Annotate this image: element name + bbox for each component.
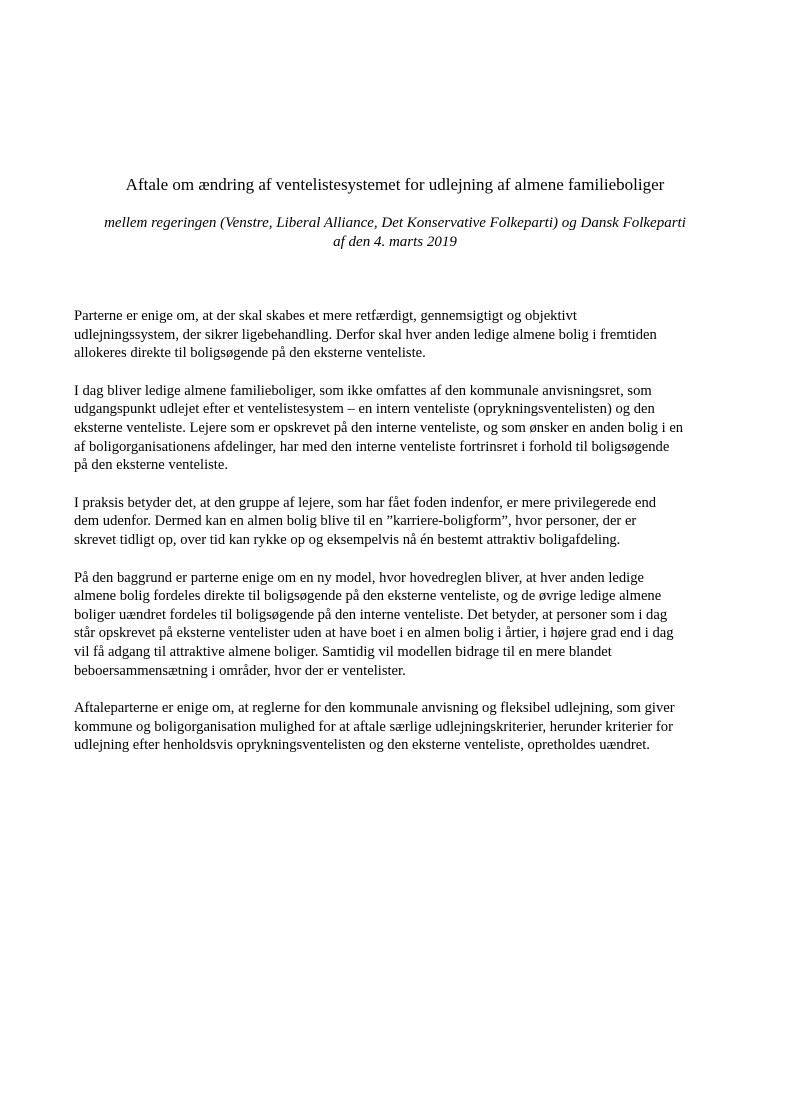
paragraph-line: står opskrevet på eksterne ventelister uden at have boet i en almen bolig i årtier, i højere grad end i dag — [74, 625, 674, 642]
paragraph-line: på den eksterne venteliste. — [74, 457, 228, 474]
paragraph-line: boliger uændret fordeles til boligsøgende på den interne venteliste. Det betyder, at personer som i dag — [74, 606, 668, 623]
paragraph-line: skrevet tidligt op, over tid kan rykke op og eksempelvis nå én bestemt attraktiv boligafdeling. — [74, 531, 621, 548]
paragraph-line: udlejningssystem, der sikrer ligebehandling. Derfor skal hver anden ledige almene bolig i fremtiden — [74, 326, 657, 343]
paragraph-line: beboersammensætning i områder, hvor der er ventelister. — [74, 662, 406, 679]
document-title: Aftale om ændring af ventelistesystemet for udlejning af almene familieboliger — [125, 175, 665, 194]
paragraph-4 — [74, 569, 734, 681]
paragraph-3 — [74, 494, 734, 550]
paragraph-line: På den baggrund er parterne enige om en ny model, hvor hovedreglen bliver, at hver anden ledige — [74, 569, 644, 586]
paragraph-5 — [74, 699, 734, 755]
paragraph-1 — [74, 307, 734, 363]
paragraph-line: Aftaleparterne er enige om, at reglerne for den kommunale anvisning og fleksibel udlejning, som giver — [74, 700, 675, 717]
subtitle-date: af den 4. marts 2019 — [333, 234, 457, 250]
subtitle-parties: mellem regeringen (Venstre, Liberal Alliance, Det Konservative Folkeparti) og Dansk Folkeparti — [104, 215, 686, 231]
paragraph-line: udgangspunkt udlejet efter et ventelistesystem – en intern venteliste (oprykningsventelisten) og den — [74, 401, 655, 418]
paragraph-line: udlejning efter henholdsvis oprykningsventelisten og den eksterne venteliste, opretholdes uændret. — [74, 737, 650, 754]
paragraph-line: Parterne er enige om, at der skal skabes et mere retfærdigt, gennemsigtigt og objektivt — [74, 308, 577, 324]
paragraph-line: eksterne venteliste. Lejere som er opskrevet på den interne venteliste, og som ønsker en anden bolig i en — [74, 419, 684, 436]
paragraph-line: af boligorganisationens afdelinger, har med den interne venteliste fortrinsret i forhold til boligsøgende — [74, 438, 670, 455]
paragraph-2 — [74, 382, 734, 475]
paragraph-line: vil få adgang til attraktive almene boliger. Samtidig vil modellen bidrage til en mere blandet — [74, 643, 612, 660]
paragraph-line: kommune og boligorganisation mulighed for at aftale særlige udlejningskriterier, herunder kriterier for — [74, 718, 673, 735]
document-body — [74, 307, 734, 774]
document-subtitle — [0, 214, 790, 252]
paragraph-line: almene bolig fordeles direkte til boligsøgende på den eksterne venteliste, og de øvrige ledige almene — [74, 588, 662, 605]
paragraph-line: allokeres direkte til boligsøgende på den eksterne venteliste. — [74, 345, 426, 362]
paragraph-line: I praksis betyder det, at den gruppe af lejere, som har fået foden indenfor, er mere privilegerede end — [74, 494, 657, 511]
paragraph-line: dem udenfor. Dermed kan en almen bolig blive til en ”karriere-boligform”, hvor personer, der er — [74, 513, 637, 530]
paragraph-line: I dag bliver ledige almene familieboliger, som ikke omfattes af den kommunale anvisningsret, som — [74, 382, 652, 399]
